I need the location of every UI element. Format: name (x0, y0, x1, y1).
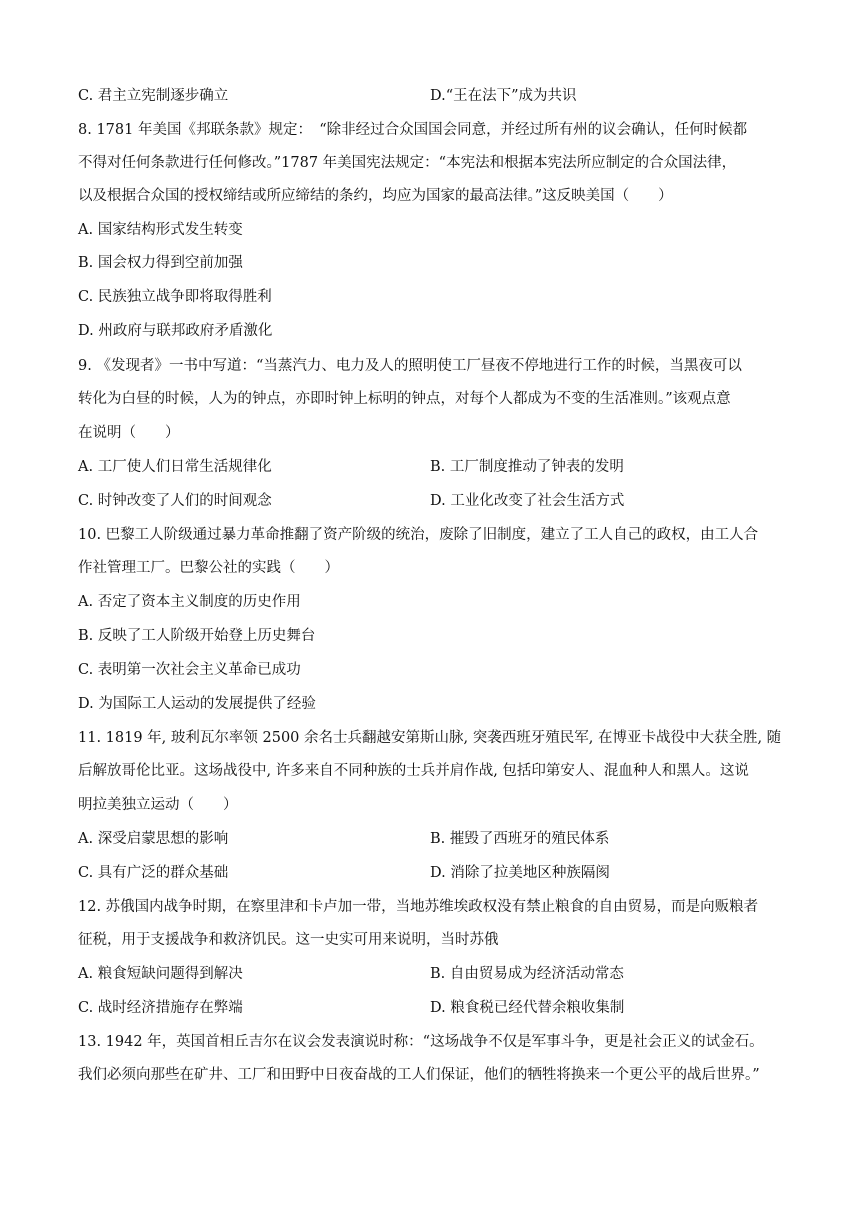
q10-stem-line-2: 作社管理工厂。巴黎公社的实践（ ） (78, 560, 339, 576)
q9-option-b: B. 工厂制度推动了钟表的发明 (430, 459, 624, 475)
q11-stem-line-2: 后解放哥伦比亚。这场战役中, 许多来自不同种族的士兵并肩作战, 包括印第安人、混血种人和黑人。这说 (78, 763, 749, 779)
q12-option-a: A. 粮食短缺问题得到解决 (78, 966, 243, 982)
q8-stem-line-1: 8. 1781 年美国《邦联条款》规定： “除非经过合众国国会同意，并经过所有州的议会确认，任何时候都 (78, 122, 748, 138)
q13-stem-line-1: 13. 1942 年，英国首相丘吉尔在议会发表演说时称：“这场战争不仅是军事斗争，更是社会正义的试金石。 (78, 1034, 764, 1050)
q12-stem-line-1: 12. 苏俄国内战争时期，在察里津和卡卢加一带，当地苏维埃政权没有禁止粮食的自由贸易，而是向贩粮者 (78, 899, 759, 915)
q9-option-d: D. 工业化改变了社会生活方式 (430, 493, 625, 509)
q8-option-a: A. 国家结构形式发生转变 (78, 222, 243, 238)
q9-stem-line-2: 转化为白昼的时候，人为的钟点，亦即时钟上标明的钟点，对每个人都成为不变的生活准则。”该观点意 (78, 391, 731, 407)
q9-option-a: A. 工厂使人们日常生活规律化 (78, 459, 272, 475)
q10-option-b: B. 反映了工人阶级开始登上历史舞台 (78, 628, 316, 644)
q9-stem-line-3: 在说明（ ） (78, 425, 180, 441)
q8-stem-line-3: 以及根据合众国的授权缔结或所应缔结的条约，均应为国家的最高法律。”这反映美国（ ） (78, 188, 673, 204)
q12-option-b: B. 自由贸易成为经济活动常态 (430, 966, 624, 982)
q10-option-c: C. 表明第一次社会主义革命已成功 (78, 662, 301, 678)
q9-stem-line-1: 9. 《发现者》一书中写道：“当蒸汽力、电力及人的照明使工厂昼夜不停地进行工作的时候，当黑夜可以 (78, 358, 742, 374)
q11-option-c: C. 具有广泛的群众基础 (78, 865, 229, 881)
q13-stem-line-2: 我们必须向那些在矿井、工厂和田野中日夜奋战的工人们保证，他们的牺牲将换来一个更公平的战后世界。” (78, 1067, 760, 1083)
q10-stem-line-1: 10. 巴黎工人阶级通过暴力革命推翻了资产阶级的统治，废除了旧制度，建立了工人自己的政权，由工人合 (78, 527, 759, 543)
q11-stem-line-3: 明拉美独立运动（ ） (78, 797, 238, 813)
q12-option-c: C. 战时经济措施存在弊端 (78, 1000, 243, 1016)
q10-option-d: D. 为国际工人运动的发展提供了经验 (78, 696, 316, 712)
q8-stem-line-2: 不得对任何条款进行任何修改。”1787 年美国宪法规定：“本宪法和根据本宪法所应制定的合众国法律， (78, 155, 737, 171)
q10-option-a: A. 否定了资本主义制度的历史作用 (78, 594, 301, 610)
q11-option-a: A. 深受启蒙思想的影响 (78, 831, 229, 847)
q9-option-c: C. 时钟改变了人们的时间观念 (78, 493, 272, 509)
q11-option-d: D. 消除了拉美地区种族隔阂 (430, 865, 610, 881)
q12-option-d: D. 粮食税已经代替余粮收集制 (430, 1000, 625, 1016)
q11-option-b: B. 摧毁了西班牙的殖民体系 (430, 831, 610, 847)
q12-stem-line-2: 征税，用于支援战争和救济饥民。这一史实可用来说明，当时苏俄 (78, 932, 499, 948)
q8-option-d: D. 州政府与联邦政府矛盾激化 (78, 323, 273, 339)
q7-option-c: C. 君主立宪制逐步确立 (78, 88, 229, 104)
q8-option-b: B. 国会权力得到空前加强 (78, 255, 243, 271)
q7-option-d: D.“王在法下”成为共识 (430, 88, 577, 104)
q11-stem-line-1: 11. 1819 年, 玻利瓦尔率领 2500 余名士兵翻越安第斯山脉, 突袭西班牙殖民军, 在博亚卡战役中大获全胜, 随 (78, 730, 782, 746)
q8-option-c: C. 民族独立战争即将取得胜利 (78, 289, 272, 305)
